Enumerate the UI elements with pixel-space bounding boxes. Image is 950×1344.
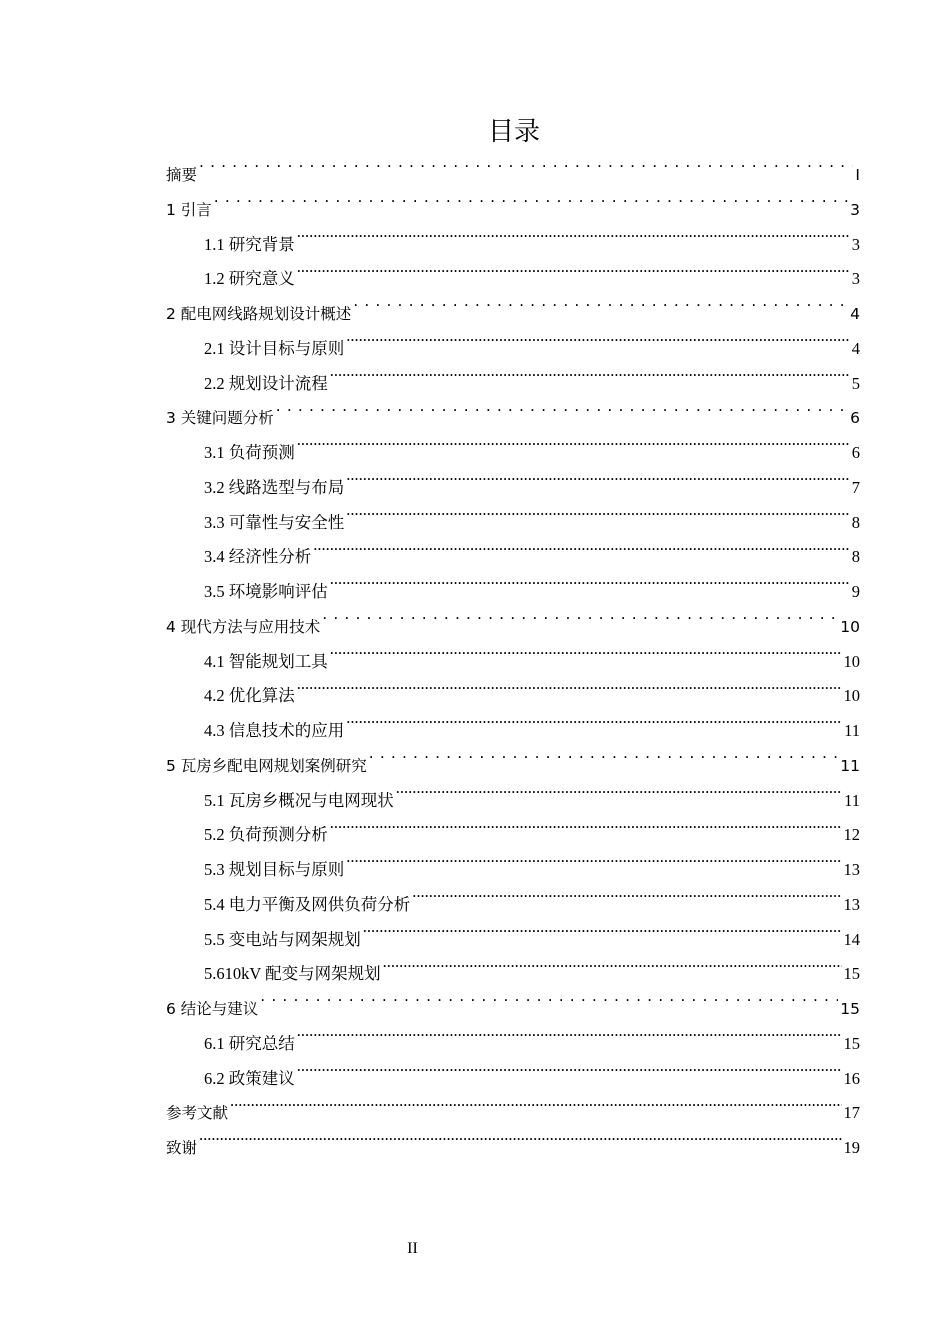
- page-footer: [0, 1238, 950, 1260]
- toc-entry-label: 4.2 优化算法: [204, 686, 295, 706]
- toc-entry-label: 3.4 经济性分析: [204, 547, 312, 567]
- toc-entry[interactable]: [166, 1096, 860, 1131]
- toc-dot-leader: [297, 268, 850, 285]
- toc-entry[interactable]: [166, 367, 860, 402]
- toc-entry-label: 5 瓦房乡配电网规划案例研究: [166, 756, 367, 775]
- toc-entry-page: 10: [843, 686, 860, 706]
- toc-entry-label: 1 引言: [166, 200, 212, 219]
- toc-dot-leader: [346, 859, 841, 876]
- toc-entry-page: 8: [851, 512, 860, 532]
- toc-entry-page: 9: [851, 582, 860, 601]
- toc-dot-leader: [330, 372, 850, 389]
- toc-entry-page: 10: [840, 617, 860, 636]
- toc-entry-page: 15: [843, 964, 860, 984]
- toc-entry-page: I: [855, 166, 860, 184]
- toc-dot-leader: [346, 476, 850, 493]
- toc-entry[interactable]: [166, 818, 860, 853]
- toc-entry[interactable]: [166, 506, 860, 541]
- toc-entry-label: 5.5 变电站与网架规划: [204, 929, 361, 949]
- toc-dot-leader: [297, 442, 850, 459]
- toc-entry-page: 6: [850, 409, 860, 428]
- toc-entry-page: 11: [844, 721, 860, 740]
- toc-entry-label: 3.2 线路选型与布局: [204, 477, 345, 497]
- toc-entry-label: 3.3 可靠性与安全性: [204, 512, 345, 532]
- toc-entry[interactable]: [166, 992, 860, 1027]
- toc-entry-label: 参考文献: [166, 1104, 229, 1123]
- toc-entry-label: 1.1 研究背景: [204, 234, 295, 254]
- toc-entry-page: 15: [843, 1033, 860, 1053]
- toc-entry-page: 3: [851, 269, 860, 289]
- toc-entry[interactable]: [166, 923, 860, 958]
- toc-entry-label: 3.5 环境影响评估: [204, 582, 328, 601]
- toc-dot-leader: [330, 824, 842, 841]
- toc-entry-label: 摘要: [166, 166, 198, 184]
- toc-entry-page: 17: [843, 1103, 860, 1123]
- toc-entry-label: 4.1 智能规划工具: [204, 651, 328, 671]
- toc-entry[interactable]: [166, 714, 860, 749]
- toc-dot-leader: [260, 999, 838, 1015]
- toc-entry[interactable]: [166, 297, 860, 332]
- toc-entry[interactable]: [166, 228, 860, 263]
- toc-dot-leader: [322, 616, 838, 632]
- toc-dot-leader: [363, 928, 842, 945]
- toc-entry-page: 5: [851, 373, 860, 393]
- toc-entry-page: 10: [843, 651, 860, 671]
- toc-entry-page: 13: [843, 860, 860, 879]
- toc-entry-label: 致谢: [166, 1139, 198, 1157]
- toc-entry-page: 7: [851, 477, 860, 497]
- toc-entry[interactable]: [166, 853, 860, 888]
- toc-entry[interactable]: [166, 401, 860, 436]
- toc-dot-leader: [230, 1102, 841, 1119]
- toc-entry-page: 6: [851, 443, 860, 462]
- toc-entry[interactable]: [166, 575, 860, 610]
- toc-entry-page: 3: [851, 234, 860, 254]
- toc-entry-label: 5.610kV 配变与网架规划: [204, 964, 381, 984]
- toc-dot-leader: [346, 720, 842, 737]
- toc-entry-label: 5.2 负荷预测分析: [204, 825, 328, 845]
- toc-entry-label: 5.1 瓦房乡概况与电网现状: [204, 790, 394, 810]
- toc-entry-page: 19: [843, 1138, 860, 1157]
- toc-dot-leader: [276, 408, 848, 424]
- toc-dot-leader: [353, 304, 848, 320]
- toc-entry[interactable]: [166, 1131, 860, 1166]
- toc-dot-leader: [297, 1067, 842, 1084]
- toc-entry-label: 6.1 研究总结: [204, 1033, 295, 1053]
- toc-entry-page: 15: [840, 1000, 860, 1018]
- toc-entry-label: 4 现代方法与应用技术: [166, 617, 321, 636]
- toc-entry-page: 4: [850, 305, 860, 323]
- toc-entry-label: 2 配电网线路规划设计概述: [166, 305, 352, 323]
- toc-entry[interactable]: [166, 540, 860, 575]
- toc-entry[interactable]: [166, 158, 860, 193]
- toc-entry[interactable]: [166, 749, 860, 784]
- toc-entry-label: 2.2 规划设计流程: [204, 373, 328, 393]
- toc-entry-page: 14: [843, 929, 860, 949]
- toc-entry-label: 2.1 设计目标与原则: [204, 338, 345, 358]
- toc-dot-leader: [297, 1032, 842, 1049]
- toc-entry[interactable]: [166, 332, 860, 367]
- toc-dot-leader: [297, 685, 842, 702]
- toc-entry-label: 6.2 政策建议: [204, 1068, 295, 1088]
- toc-entry-page: 11: [840, 756, 860, 775]
- toc-entry[interactable]: [166, 193, 860, 228]
- toc-entry-label: 5.3 规划目标与原则: [204, 860, 345, 879]
- toc-entry-label: 3.1 负荷预测: [204, 443, 295, 462]
- toc-entry[interactable]: [166, 888, 860, 923]
- toc-dot-leader: [369, 755, 838, 771]
- toc-entry-label: 5.4 电力平衡及网供负荷分析: [204, 894, 411, 914]
- toc-entry-label: 6 结论与建议: [166, 1000, 259, 1018]
- toc-dot-leader: [396, 789, 842, 806]
- toc-entry[interactable]: [166, 784, 860, 819]
- toc-entry[interactable]: [166, 610, 860, 645]
- toc-entry-page: 12: [843, 825, 860, 845]
- toc-dot-leader: [199, 165, 853, 181]
- toc-dot-leader: [412, 893, 841, 910]
- toc-entry-page: 13: [843, 894, 860, 914]
- toc-list: [166, 158, 860, 1166]
- toc-title: 目录: [487, 117, 540, 147]
- toc-entry-label: 1.2 研究意义: [204, 269, 295, 289]
- toc-dot-leader: [346, 337, 850, 354]
- toc-entry-page: 8: [851, 547, 860, 567]
- page-number: II: [407, 1240, 418, 1257]
- toc-entry[interactable]: [166, 957, 860, 992]
- toc-entry[interactable]: [166, 1027, 860, 1062]
- toc-entry-label: 4.3 信息技术的应用: [204, 721, 345, 740]
- toc-entry-page: 11: [844, 790, 860, 810]
- toc-dot-leader: [383, 963, 842, 980]
- toc-dot-leader: [330, 650, 842, 667]
- toc-dot-leader: [214, 199, 848, 215]
- toc-dot-leader: [297, 233, 850, 250]
- toc-entry-page: 3: [850, 200, 860, 219]
- toc-dot-leader: [330, 581, 850, 598]
- toc-entry-page: 16: [843, 1068, 860, 1088]
- toc-dot-leader: [199, 1137, 841, 1154]
- toc-entry[interactable]: [166, 1062, 860, 1097]
- toc-entry[interactable]: [166, 436, 860, 471]
- toc-entry-label: 3 关键问题分析: [166, 409, 274, 428]
- toc-dot-leader: [346, 511, 850, 528]
- toc-entry-page: 4: [851, 338, 860, 358]
- toc-entry[interactable]: [166, 262, 860, 297]
- toc-dot-leader: [313, 546, 850, 563]
- toc-entry[interactable]: [166, 645, 860, 680]
- toc-entry[interactable]: [166, 679, 860, 714]
- toc-entry[interactable]: [166, 471, 860, 506]
